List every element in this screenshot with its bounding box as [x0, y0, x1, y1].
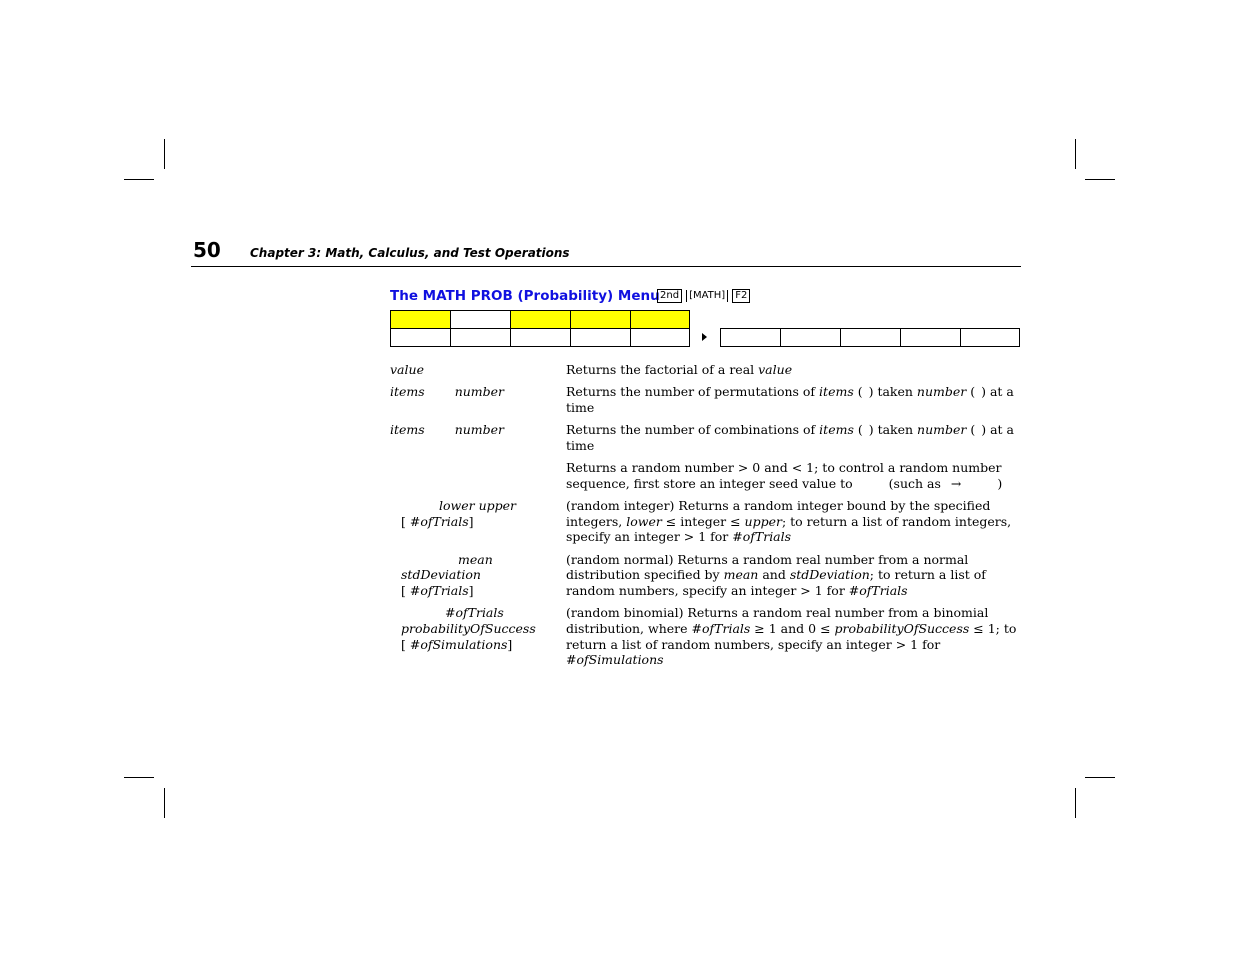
menu-cell	[510, 310, 571, 329]
menu-cell	[840, 328, 901, 347]
right-arrow-icon	[702, 333, 707, 341]
entry-syntax: mean stdDeviation [ #ofTrials]	[401, 551, 493, 598]
menu-cell	[720, 328, 781, 347]
entry-description: Returns the number of combinations of items ( ) taken number ( ) at a time	[566, 422, 1015, 453]
section-title: The MATH PROB (Probability) Menu	[390, 288, 660, 304]
menu-cell	[510, 328, 571, 347]
entry-syntax: items number	[390, 384, 505, 400]
key-math: [MATH]	[686, 290, 728, 302]
crop-mark	[124, 179, 154, 180]
entry-description: (random binomial) Returns a random real number from a binomial distribution, where #ofTrials ≥ 1 and 0 ≤ probabilityOfSuccess ≤ 1; to return a list of random numbers, specify an integer > 1 for #ofSimulations	[566, 605, 1017, 668]
function-list	[390, 362, 1022, 674]
crop-mark	[1085, 179, 1115, 180]
entry-description: Returns the factorial of a real value	[566, 362, 793, 377]
list-item	[390, 552, 1022, 599]
crop-mark	[164, 788, 165, 818]
menu-cell	[780, 328, 841, 347]
menu-cell	[960, 328, 1020, 347]
entry-description: (random integer) Returns a random integer bound by the specified integers, lower ≤ integer ≤ upper; to return a list of random integers, specify an integer > 1 for #ofTrials	[566, 497, 1012, 545]
entry-syntax: items number	[390, 422, 505, 438]
entry-syntax: lower upper [ #ofTrials]	[401, 497, 516, 529]
keystroke-sequence	[657, 289, 750, 303]
menu-cell	[390, 310, 451, 329]
list-item	[390, 498, 1022, 545]
menu-cell	[570, 328, 631, 347]
menu-cell	[900, 328, 961, 347]
chapter-heading: Chapter 3: Math, Calculus, and Test Operations	[250, 246, 570, 260]
menu-cell	[450, 328, 511, 347]
list-item	[390, 384, 1022, 415]
crop-mark	[164, 139, 165, 169]
entry-description: (random normal) Returns a random real number from a normal distribution specified by mean and stdDeviation; to return a list of random numbers, specify an integer > 1 for #ofTrials	[566, 551, 986, 598]
menu-cell	[570, 310, 631, 329]
crop-mark	[1075, 139, 1076, 169]
menu-cell	[630, 310, 690, 329]
store-arrow-icon: →	[950, 475, 962, 491]
entry-description: Returns a random number > 0 and < 1; to control a random number sequence, first store an integer seed value to (such as → )	[566, 460, 1003, 491]
header-rule	[191, 266, 1021, 267]
key-f2: F2	[732, 289, 750, 303]
crop-mark	[124, 777, 154, 778]
crop-mark	[1075, 788, 1076, 818]
menu-cell	[390, 328, 451, 347]
menu-cell	[450, 310, 511, 329]
entry-syntax: #ofTrials probabilityOfSuccess [ #ofSimulations]	[401, 605, 536, 652]
menu-cell	[630, 328, 690, 347]
list-item	[390, 422, 1022, 453]
entry-description: Returns the number of permutations of items ( ) taken number ( ) at a time	[566, 384, 1014, 415]
list-item	[390, 605, 1022, 668]
page-number: 50	[193, 238, 221, 262]
list-item	[390, 362, 1022, 378]
entry-syntax: value	[390, 362, 424, 377]
crop-mark	[1085, 777, 1115, 778]
key-2nd: 2nd	[657, 289, 682, 303]
list-item	[390, 460, 1022, 491]
